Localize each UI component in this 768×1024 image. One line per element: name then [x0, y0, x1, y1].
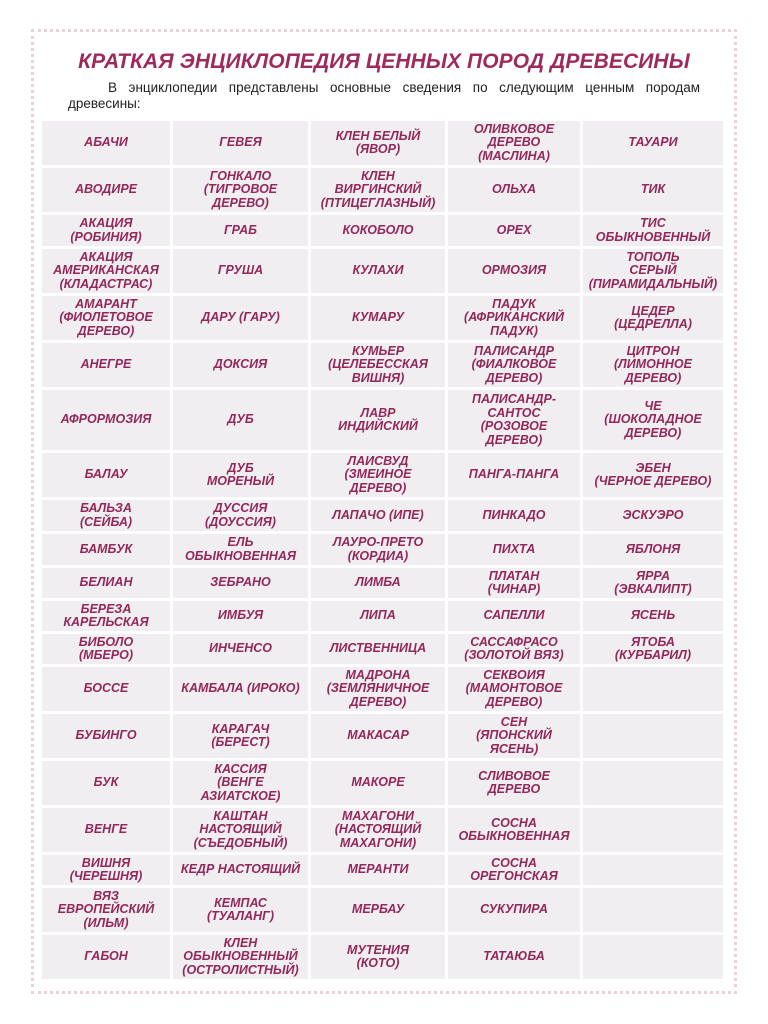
species-cell: АНЕГРЕ — [42, 343, 170, 387]
species-cell: ОРЕХ — [448, 215, 580, 246]
species-cell: АФРОРМОЗИЯ — [42, 390, 170, 450]
species-cell: КАРАГАЧ (БЕРЕСТ) — [173, 714, 308, 758]
table-row — [42, 453, 723, 497]
species-cell: СУКУПИРА — [448, 888, 580, 932]
species-cell: ЛАВР ИНДИЙСКИЙ — [311, 390, 445, 450]
species-cell: СЕН (ЯПОНСКИЙ ЯСЕНЬ) — [448, 714, 580, 758]
species-cell: КЛЕН БЕЛЫЙ (ЯВОР) — [311, 121, 445, 165]
table-row — [42, 390, 723, 450]
species-cell: СОСНА ОРЕГОНСКАЯ — [448, 855, 580, 885]
empty-cell — [583, 667, 723, 711]
species-cell: ГРАБ — [173, 215, 308, 246]
species-cell: ЕЛЬ ОБЫКНОВЕННАЯ — [173, 534, 308, 565]
species-cell: ЯТОБА (КУРБАРИЛ) — [583, 634, 723, 664]
species-cell: МАКАСАР — [311, 714, 445, 758]
species-cell: ДУБ МОРЕНЫЙ — [173, 453, 308, 497]
table-row — [42, 343, 723, 387]
species-cell: КУМЬЕР (ЦЕЛЕБЕССКАЯ ВИШНЯ) — [311, 343, 445, 387]
empty-cell — [583, 761, 723, 805]
species-cell: ДУБ — [173, 390, 308, 450]
species-cell: ТИС ОБЫКНОВЕННЫЙ — [583, 215, 723, 246]
species-cell: ЭБЕН (ЧЕРНОЕ ДЕРЕВО) — [583, 453, 723, 497]
table-row — [42, 855, 723, 885]
table-row — [42, 500, 723, 531]
species-cell: ВЯЗ ЕВРОПЕЙСКИЙ (ИЛЬМ) — [42, 888, 170, 932]
species-cell: КЕДР НАСТОЯЩИЙ — [173, 855, 308, 885]
table-row — [42, 667, 723, 711]
species-cell: МАДРОНА (ЗЕМЛЯНИЧНОЕ ДЕРЕВО) — [311, 667, 445, 711]
species-cell: ПАЛИСАНДР- САНТОС (РОЗОВОЕ ДЕРЕВО) — [448, 390, 580, 450]
species-cell: КУМАРУ — [311, 296, 445, 340]
species-cell: ЦИТРОН (ЛИМОННОЕ ДЕРЕВО) — [583, 343, 723, 387]
species-cell: ПЛАТАН (ЧИНАР) — [448, 568, 580, 598]
species-cell: ЛИПА — [311, 601, 445, 631]
species-cell: БАЛЬЗА (СЕЙБА) — [42, 500, 170, 531]
species-cell: МЕРАНТИ — [311, 855, 445, 885]
species-cell: БУК — [42, 761, 170, 805]
species-cell: КАМБАЛА (ИРОКО) — [173, 667, 308, 711]
wood-species-table-body — [42, 121, 723, 979]
species-cell: ЛАИСВУД (ЗМЕИНОЕ ДЕРЕВО) — [311, 453, 445, 497]
empty-cell — [583, 714, 723, 758]
species-cell: КЕМПАС (ТУАЛАНГ) — [173, 888, 308, 932]
species-cell: МАХАГОНИ (НАСТОЯЩИЙ МАХАГОНИ) — [311, 808, 445, 852]
species-cell: ЗЕБРАНО — [173, 568, 308, 598]
species-cell: БЕРЕЗА КАРЕЛЬСКАЯ — [42, 601, 170, 631]
table-row — [42, 534, 723, 565]
intro-paragraph: В энциклопедии представлены основные сведения по следующим ценным породам древесины: — [68, 80, 700, 111]
species-cell: СЕКВОИЯ (МАМОНТОВОЕ ДЕРЕВО) — [448, 667, 580, 711]
species-cell: СОСНА ОБЫКНОВЕННАЯ — [448, 808, 580, 852]
species-cell: ГАБОН — [42, 935, 170, 979]
species-cell: ПАНГА-ПАНГА — [448, 453, 580, 497]
empty-cell — [583, 888, 723, 932]
table-row — [42, 808, 723, 852]
species-cell: ЯСЕНЬ — [583, 601, 723, 631]
species-cell: ЯРРА (ЭВКАЛИПТ) — [583, 568, 723, 598]
table-row — [42, 888, 723, 932]
table-row — [42, 249, 723, 293]
table-row — [42, 761, 723, 805]
species-cell: ОЛИВКОВОЕ ДЕРЕВО (МАСЛИНА) — [448, 121, 580, 165]
species-cell: КАССИЯ (ВЕНГЕ АЗИАТСКОЕ) — [173, 761, 308, 805]
species-cell: ВИШНЯ (ЧЕРЕШНЯ) — [42, 855, 170, 885]
species-cell: АБАЧИ — [42, 121, 170, 165]
species-cell: АМАРАНТ (ФИОЛЕТОВОЕ ДЕРЕВО) — [42, 296, 170, 340]
species-cell: БАМБУК — [42, 534, 170, 565]
species-cell: БАЛАУ — [42, 453, 170, 497]
species-cell: САПЕЛЛИ — [448, 601, 580, 631]
species-cell: ЧЕ (ШОКОЛАДНОЕ ДЕРЕВО) — [583, 390, 723, 450]
species-cell: БЕЛИАН — [42, 568, 170, 598]
table-row — [42, 935, 723, 979]
species-cell: КОКОБОЛО — [311, 215, 445, 246]
table-row — [42, 168, 723, 212]
table-row — [42, 296, 723, 340]
species-cell: КАШТАН НАСТОЯЩИЙ (СЪЕДОБНЫЙ) — [173, 808, 308, 852]
empty-cell — [583, 935, 723, 979]
species-cell: ПИХТА — [448, 534, 580, 565]
species-cell: БИБОЛО (МБЕРО) — [42, 634, 170, 664]
species-cell: ИМБУЯ — [173, 601, 308, 631]
species-cell: ГЕВЕЯ — [173, 121, 308, 165]
species-cell: МЕРБАУ — [311, 888, 445, 932]
species-cell: КЛЕН ВИРГИНСКИЙ (ПТИЦЕГЛАЗНЫЙ) — [311, 168, 445, 212]
table-row — [42, 568, 723, 598]
species-cell: ИНЧЕНСО — [173, 634, 308, 664]
species-cell: АКАЦИЯ (РОБИНИЯ) — [42, 215, 170, 246]
species-cell: МУТЕНИЯ (КОТО) — [311, 935, 445, 979]
species-cell: БУБИНГО — [42, 714, 170, 758]
species-cell: ВЕНГЕ — [42, 808, 170, 852]
species-cell: ПАДУК (АФРИКАНСКИЙ ПАДУК) — [448, 296, 580, 340]
species-cell: ГРУША — [173, 249, 308, 293]
species-cell: ЛАУРО-ПРЕТО (КОРДИА) — [311, 534, 445, 565]
table-row — [42, 714, 723, 758]
species-cell: СЛИВОВОЕ ДЕРЕВО — [448, 761, 580, 805]
species-cell: ОРМОЗИЯ — [448, 249, 580, 293]
species-cell: БОССЕ — [42, 667, 170, 711]
species-cell: ДАРУ (ГАРУ) — [173, 296, 308, 340]
table-row — [42, 215, 723, 246]
empty-cell — [583, 808, 723, 852]
species-cell: АВОДИРЕ — [42, 168, 170, 212]
species-cell: ТИК — [583, 168, 723, 212]
species-cell: ЛИСТВЕННИЦА — [311, 634, 445, 664]
species-cell: ТАУАРИ — [583, 121, 723, 165]
species-cell: МАКОРЕ — [311, 761, 445, 805]
species-cell: ЛИМБА — [311, 568, 445, 598]
species-cell: САССАФРАСО (ЗОЛОТОЙ ВЯЗ) — [448, 634, 580, 664]
species-cell: КУЛАХИ — [311, 249, 445, 293]
wood-species-table — [39, 118, 726, 982]
species-cell: ГОНКАЛО (ТИГРОВОЕ ДЕРЕВО) — [173, 168, 308, 212]
species-cell: КЛЕН ОБЫКНОВЕННЫЙ (ОСТРОЛИСТНЫЙ) — [173, 935, 308, 979]
table-row — [42, 634, 723, 664]
table-row — [42, 121, 723, 165]
species-cell: ЯБЛОНЯ — [583, 534, 723, 565]
species-cell: ЦЕДЕР (ЦЕДРЕЛЛА) — [583, 296, 723, 340]
species-cell: ПАЛИСАНДР (ФИАЛКОВОЕ ДЕРЕВО) — [448, 343, 580, 387]
species-cell: ТАТАЮБА — [448, 935, 580, 979]
species-cell: ЭСКУЭРО — [583, 500, 723, 531]
page-title: КРАТКАЯ ЭНЦИКЛОПЕДИЯ ЦЕННЫХ ПОРОД ДРЕВЕСИНЫ — [78, 50, 690, 73]
species-cell: ДОКСИЯ — [173, 343, 308, 387]
species-cell: ДУССИЯ (ДОУССИЯ) — [173, 500, 308, 531]
species-cell: ТОПОЛЬ СЕРЫЙ (ПИРАМИДАЛЬНЫЙ) — [583, 249, 723, 293]
species-cell: ОЛЬХА — [448, 168, 580, 212]
species-cell: ЛАПАЧО (ИПЕ) — [311, 500, 445, 531]
table-row — [42, 601, 723, 631]
species-cell: ПИНКАДО — [448, 500, 580, 531]
species-cell: АКАЦИЯ АМЕРИКАНСКАЯ (КЛАДАСТРАС) — [42, 249, 170, 293]
empty-cell — [583, 855, 723, 885]
